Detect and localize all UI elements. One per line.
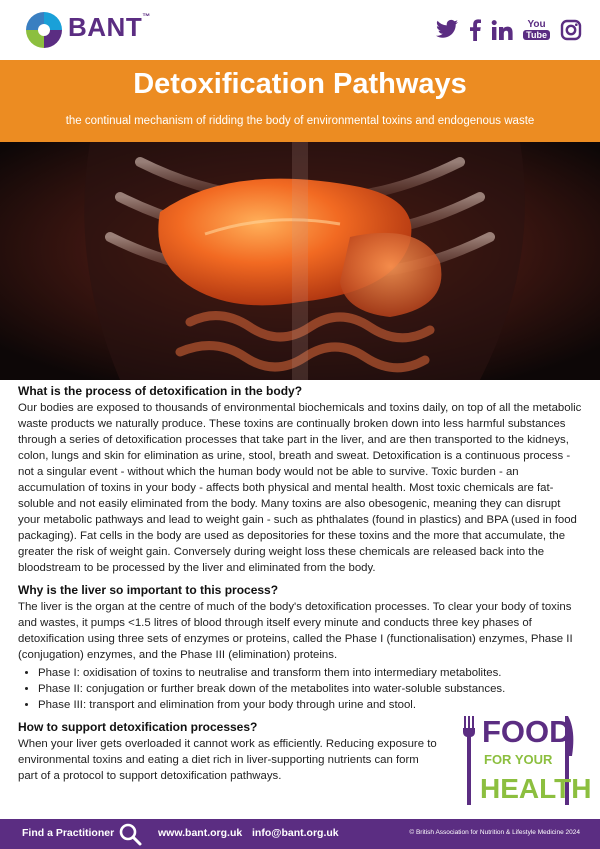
food-logo-line2: FOR YOUR [484, 752, 553, 767]
page-title: Detoxification Pathways [133, 68, 467, 100]
website-link[interactable]: www.bant.org.uk [158, 827, 243, 839]
section-heading-why: Why is the liver so important to this process? [18, 583, 279, 597]
section-body-why: The liver is the organ at the centre of much of the body's detoxification processes. To clear your body of toxins and wastes, it pumps <1.5 litres of blood through itself every minute and conducts three key phases of detoxification using three sets of enzymes or proteins, called the Phase I (functionalisation) enzymes, Phase II (conjugation) enzymes, and the Phase III (elimination) proteins. [18, 601, 573, 661]
copyright-text: © British Association for Nutrition & Lifestyle Medicine 2024 [409, 829, 580, 836]
liver-illustration [0, 142, 600, 380]
title-banner [0, 60, 600, 142]
section-heading-how: How to support detoxification processes? [18, 720, 258, 734]
header [0, 0, 600, 60]
list-item: • Phase II: conjugation or further break down of the metabolites into water-soluble substances. [38, 681, 584, 697]
footer [0, 819, 600, 849]
list-item: • Phase III: transport and elimination from your body through urine and stool. [38, 697, 584, 713]
social-links [435, 16, 582, 44]
liver-hero-image [0, 142, 600, 380]
bant-logo-icon [22, 8, 66, 52]
list-item: • Phase I: oxidisation of toxins to neutralise and transform them into intermediary metabolites. [38, 665, 584, 681]
youtube-icon[interactable]: You Tube [523, 20, 550, 40]
food-logo-line1: FOOD [482, 714, 572, 749]
instagram-icon[interactable] [560, 19, 582, 41]
section-heading-what: What is the process of detoxification in the body? [18, 384, 303, 398]
section-body-what: Our bodies are exposed to thousands of environmental biochemicals and toxins daily, on top of all the metabolic waste products we naturally produce. These toxins are continually broken down into less harmful substances through a series of detoxification processes that take part in the liver, and are then transported to the kidneys, colon, lungs and skin for elimination as urine, stool, breath and sweat. Detoxification is a continuous process - not a singular event - without which the human body would not be able to survive. Toxic burden - an accumulation of toxins in your body - affects both physical and mental health. Most toxic chemicals are fat-soluble and not easily eliminated from the body. Many toxins are also obesogenic, meaning they can disrupt your metabolic pathways and lead to weight gain - such as phthalates (found in plastics) and BPA (used in food packaging). Fat cells in the body are used as depositories for these toxins and the more that accumulate, the greater the risk of weight gain. Conversely during weight loss these chemicals are released back into the bloodstream to be processed by the liver and eliminated from the body. [18, 402, 582, 574]
twitter-icon[interactable] [435, 19, 459, 41]
search-icon[interactable] [118, 822, 142, 846]
find-practitioner-link[interactable]: Find a Practitioner [22, 827, 115, 839]
email-link[interactable]: info@bant.org.uk [252, 827, 339, 839]
section-body-how: When your liver gets overloaded it cannot work as efficiently. Reducing exposure to environmental toxins and eating a diet rich in liver-supporting nutrients can form part of a protocol to support detoxification pathways. [18, 738, 437, 782]
support-section [18, 719, 438, 784]
phase-list [18, 665, 584, 713]
linkedin-icon[interactable] [491, 19, 513, 41]
food-logo-line3: HEALTH [480, 773, 592, 804]
facebook-icon[interactable] [469, 19, 481, 41]
food-for-your-health-logo [460, 712, 592, 808]
brand-name: BANT™ [68, 12, 151, 42]
page-subtitle: the continual mechanism of ridding the body of environmental toxins and endogenous waste [65, 115, 535, 127]
